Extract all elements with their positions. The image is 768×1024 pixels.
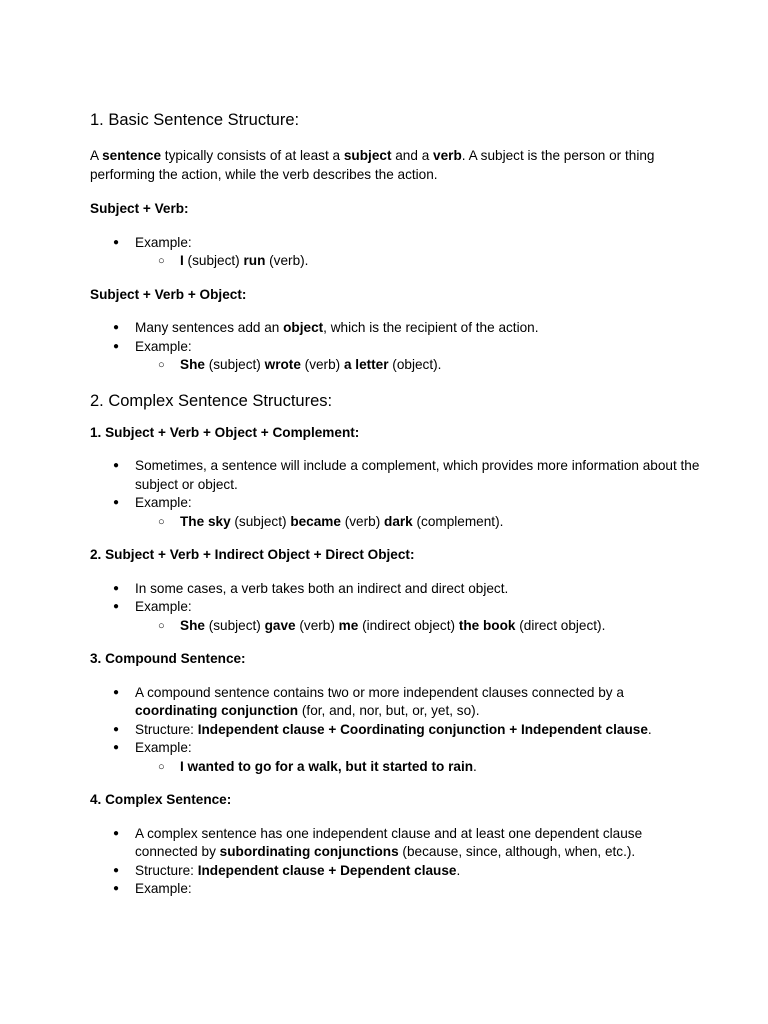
list-item xyxy=(90,862,708,881)
bold-term: the book xyxy=(458,617,516,633)
text-run: (verb) xyxy=(340,513,385,529)
bold-term: She xyxy=(180,617,205,633)
example-label: Example: xyxy=(135,495,192,510)
intro-paragraph xyxy=(90,147,708,184)
subheading-svoc: 1. Subject + Verb + Object + Complement: xyxy=(90,424,360,440)
list-item: ● Example: xyxy=(90,880,708,899)
bullet-list xyxy=(90,319,708,375)
subheading-subject-verb: Subject + Verb: xyxy=(90,201,189,216)
sub-list xyxy=(135,513,708,532)
example-label: Example: xyxy=(135,234,192,250)
section-heading-complex: 2. Complex Sentence Structures: xyxy=(90,391,333,410)
text-run: , which is the recipient of the action. xyxy=(323,320,539,335)
sub-list xyxy=(135,356,708,375)
text-run: . xyxy=(647,721,652,737)
text-run: A compound sentence contains two or more independent clauses connected by a xyxy=(135,684,624,700)
bold-term: I wanted to go for a walk, but it started to rain xyxy=(180,758,474,774)
text-run: A xyxy=(90,148,103,163)
list-item xyxy=(90,234,708,271)
list-item xyxy=(90,494,708,531)
bold-term: coordinating conjunction xyxy=(135,703,299,718)
text-run: (verb) xyxy=(295,617,339,633)
sub-list xyxy=(135,758,708,777)
list-item xyxy=(90,338,708,375)
bold-term: run xyxy=(243,253,266,268)
example-label: Example: xyxy=(135,599,192,614)
text-run: (subject) xyxy=(183,253,244,268)
text-run: typically consists of at least a xyxy=(161,148,344,163)
bullet-list xyxy=(90,580,708,636)
bullet-list xyxy=(90,684,708,777)
bold-term: The sky xyxy=(180,513,231,529)
bold-term: wrote xyxy=(264,357,301,372)
text-run: . xyxy=(473,758,477,774)
text-run: (direct object). xyxy=(515,617,606,633)
text-run: Structure: xyxy=(135,862,198,878)
text-run: Structure: xyxy=(135,721,198,737)
list-item: ● Sometimes, a sentence will include a complement, which provides more information about the subject or object. xyxy=(90,457,708,494)
bold-term: verb xyxy=(433,148,462,163)
bold-term: subject xyxy=(343,148,392,163)
list-item xyxy=(90,721,708,740)
example-item xyxy=(135,252,708,271)
text-run: . xyxy=(456,862,461,878)
subheading-complex-sentence: 4. Complex Sentence: xyxy=(90,792,232,807)
list-item xyxy=(90,684,708,721)
bold-term: I xyxy=(180,253,184,268)
list-item xyxy=(90,825,708,862)
list-item xyxy=(90,739,708,776)
bold-term: Independent clause + Coordinating conjunction + Independent clause xyxy=(197,721,648,737)
example-item xyxy=(135,356,708,375)
bold-term: Independent clause + Dependent clause xyxy=(197,862,457,878)
list-item: ● In some cases, a verb takes both an indirect and direct object. xyxy=(90,580,708,599)
text-run: (verb). xyxy=(265,253,309,268)
subheading-subject-verb-object: Subject + Verb + Object: xyxy=(90,286,247,302)
subheading-compound: 3. Compound Sentence: xyxy=(90,651,246,666)
bold-term: dark xyxy=(384,513,413,529)
text-run: Many sentences add an xyxy=(135,320,284,335)
text-run: (subject) xyxy=(204,357,265,372)
text-run: (complement). xyxy=(412,513,504,529)
bold-term: me xyxy=(338,617,359,633)
example-item xyxy=(135,617,708,636)
text-run: (verb) xyxy=(300,357,344,372)
bullet-list xyxy=(90,825,708,899)
bold-term: subordinating conjunctions xyxy=(219,844,399,859)
section-heading-basic: 1. Basic Sentence Structure: xyxy=(90,111,300,129)
list-item xyxy=(90,598,708,635)
text-run: (because, since, although, when, etc.). xyxy=(398,844,636,859)
bold-term: gave xyxy=(264,617,296,633)
bullet-list xyxy=(90,234,708,271)
bold-term: became xyxy=(290,513,341,529)
text-run: (subject) xyxy=(230,513,291,529)
sub-list xyxy=(135,252,708,271)
bold-term: a letter xyxy=(343,357,389,372)
example-label: Example: xyxy=(135,740,192,755)
bold-term: object xyxy=(283,320,324,335)
bold-term: sentence xyxy=(102,148,162,163)
text-run: . A subject is the person or thing performing the action, while the verb describes the action. xyxy=(90,148,655,182)
list-item xyxy=(90,319,708,338)
text-run: A complex sentence has one independent clause and at least one dependent clause connected by xyxy=(135,825,643,859)
example-item xyxy=(135,513,708,532)
subheading-svio: 2. Subject + Verb + Indirect Object + Direct Object: xyxy=(90,547,415,562)
text-run: (object). xyxy=(388,357,442,372)
bullet-list xyxy=(90,457,708,531)
bold-term: She xyxy=(180,357,205,372)
example-item xyxy=(135,758,708,777)
sub-list xyxy=(135,617,708,636)
text-run: (indirect object) xyxy=(358,617,459,633)
text-run: (subject) xyxy=(204,617,265,633)
text-run: (for, and, nor, but, or, yet, so). xyxy=(298,703,480,718)
example-label: Example: xyxy=(135,338,192,354)
text-run: and a xyxy=(391,148,434,163)
